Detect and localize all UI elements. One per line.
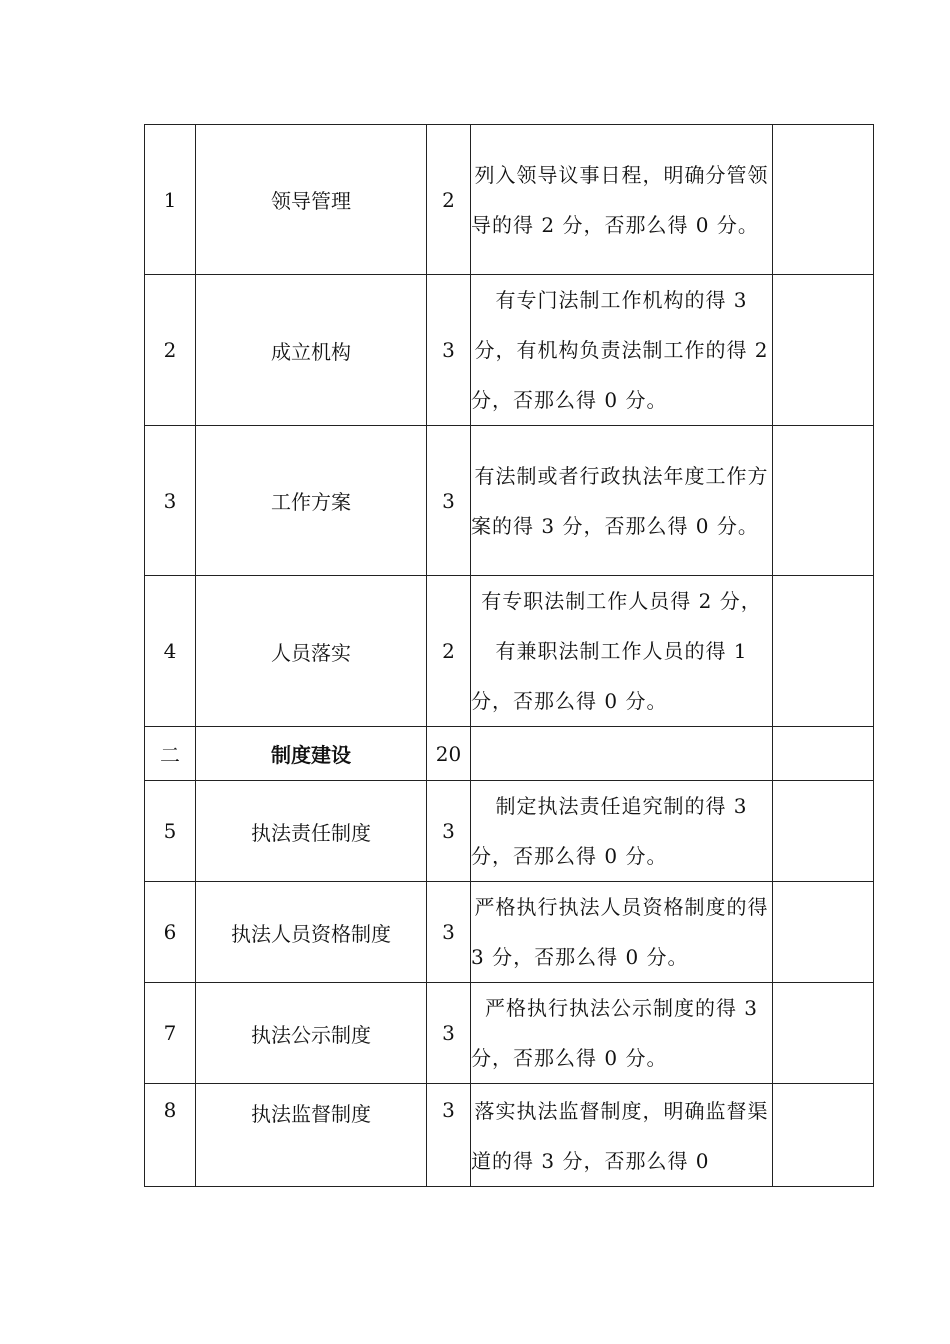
table-row	[145, 882, 874, 983]
item-criteria: 制定执法责任追究制的得 3 分，否那么得 0 分。	[471, 781, 773, 882]
item-number: 8	[145, 1084, 196, 1187]
item-name: 执法公示制度	[196, 983, 427, 1084]
item-score: 3	[427, 426, 471, 576]
table-row	[145, 125, 874, 275]
item-remark	[773, 983, 874, 1084]
item-number: 2	[145, 275, 196, 426]
item-name: 工作方案	[196, 426, 427, 576]
item-remark	[773, 426, 874, 576]
table-row	[145, 781, 874, 882]
item-criteria: 列入领导议事日程，明确分管领导的得 2 分，否那么得 0 分。	[471, 125, 773, 275]
item-score: 3	[427, 882, 471, 983]
item-name: 成立机构	[196, 275, 427, 426]
table-row	[145, 426, 874, 576]
item-name: 执法人员资格制度	[196, 882, 427, 983]
item-criteria: 有专门法制工作机构的得 3 分，有机构负责法制工作的得 2 分，否那么得 0 分。	[471, 275, 773, 426]
item-remark	[773, 275, 874, 426]
item-criteria: 严格执行执法人员资格制度的得 3 分，否那么得 0 分。	[471, 882, 773, 983]
item-score: 2	[427, 576, 471, 727]
item-score: 3	[427, 1084, 471, 1187]
table-row	[145, 275, 874, 426]
item-remark	[773, 576, 874, 727]
item-criteria: 落实执法监督制度，明确监督渠道的得 3 分，否那么得 0	[471, 1084, 773, 1187]
section-criteria	[471, 727, 773, 781]
item-name: 执法责任制度	[196, 781, 427, 882]
section-number: 二	[145, 727, 196, 781]
item-number: 5	[145, 781, 196, 882]
item-score: 3	[427, 275, 471, 426]
item-name: 领导管理	[196, 125, 427, 275]
item-name: 执法监督制度	[196, 1084, 427, 1187]
item-criteria: 严格执行执法公示制度的得 3 分，否那么得 0 分。	[471, 983, 773, 1084]
table-row	[145, 576, 874, 727]
table-row	[145, 983, 874, 1084]
item-score: 3	[427, 983, 471, 1084]
item-score: 2	[427, 125, 471, 275]
score-table	[144, 124, 874, 1187]
section-title: 制度建设	[196, 727, 427, 781]
item-score: 3	[427, 781, 471, 882]
table-row	[145, 1084, 874, 1187]
item-remark	[773, 882, 874, 983]
item-number: 4	[145, 576, 196, 727]
item-name: 人员落实	[196, 576, 427, 727]
section-score: 20	[427, 727, 471, 781]
item-number: 3	[145, 426, 196, 576]
item-number: 7	[145, 983, 196, 1084]
item-remark	[773, 781, 874, 882]
item-remark	[773, 125, 874, 275]
item-number: 1	[145, 125, 196, 275]
section-remark	[773, 727, 874, 781]
item-number: 6	[145, 882, 196, 983]
item-criteria: 有法制或者行政执法年度工作方案的得 3 分，否那么得 0 分。	[471, 426, 773, 576]
section-row	[145, 727, 874, 781]
item-criteria: 有专职法制工作人员得 2 分，有兼职法制工作人员的得 1 分，否那么得 0 分。	[471, 576, 773, 727]
item-remark	[773, 1084, 874, 1187]
